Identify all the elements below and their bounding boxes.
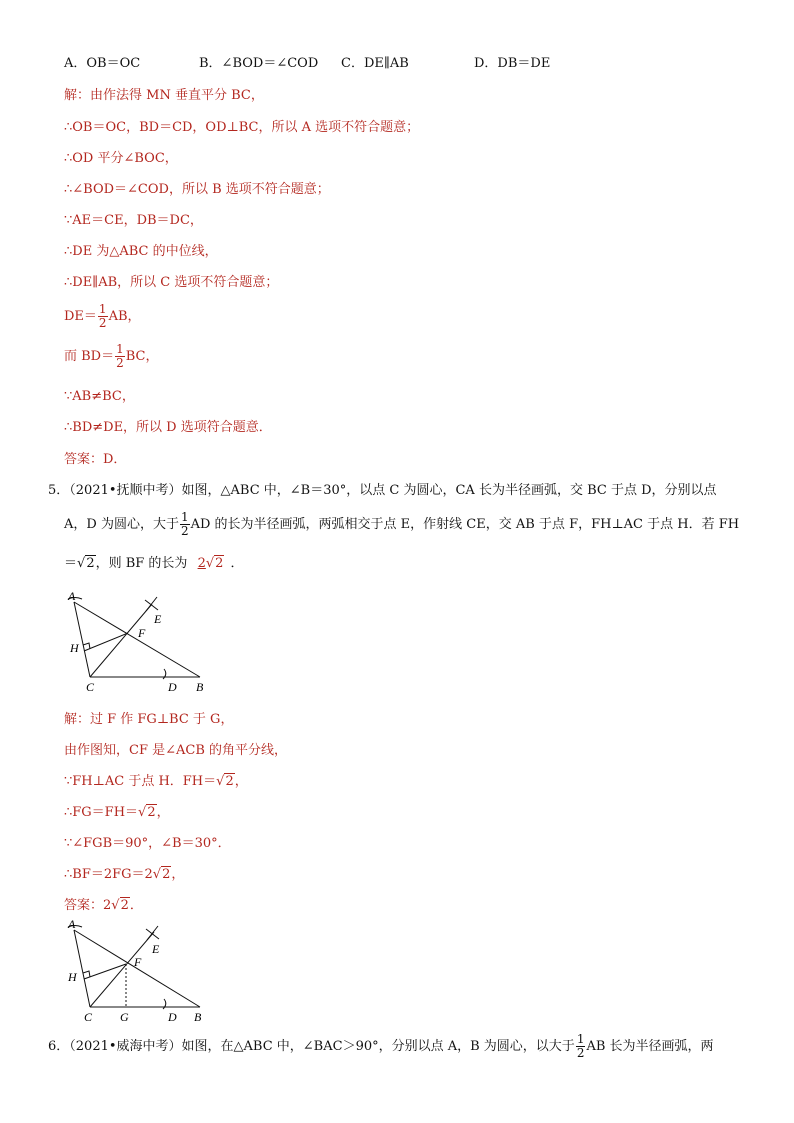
label-f: F: [134, 955, 142, 969]
label-c: C: [86, 680, 95, 694]
sol5-line-2: 由作图知，CF 是∠ACB 的角平分线，: [64, 743, 288, 758]
label-h: H: [70, 641, 79, 655]
label-b: B: [196, 680, 204, 694]
sol4-line-2: ∴OB＝OC，BD＝CD，OD⊥BC，所以 A 选项不符合题意；: [64, 120, 420, 135]
ray-ce: [90, 604, 152, 677]
sol4-line-8-post: AB，: [108, 309, 141, 324]
sqrt-expression: √2: [77, 556, 95, 571]
sol5-line-6: [64, 866, 184, 884]
q5-line-3-post: ．: [230, 556, 244, 571]
sol5-line-6-post: ，: [171, 867, 185, 882]
fraction-numerator: 1: [98, 302, 107, 316]
sol5-answer-post: ．: [129, 898, 143, 913]
option-a: A．OB＝OC: [64, 56, 141, 71]
sol5-line-3: [64, 773, 248, 791]
blank-coef: 2: [197, 556, 206, 571]
q5-line-3-pre: ＝: [64, 556, 78, 571]
segment-ac: [74, 602, 90, 677]
q5-line-1: 5．（2021•抚顺中考）如图，△ABC 中，∠B＝30°，以点 C 为圆心，CA 长为半径画弧，交 BC 于点 D，分别以点: [48, 483, 717, 498]
label-h: H: [68, 970, 77, 984]
sol5-line-1: 解：过 F 作 FG⊥BC 于 G，: [64, 712, 234, 727]
sol5-line-5: ∵∠FGB＝90°，∠B＝30°．: [64, 836, 231, 851]
fraction-denominator: 2: [576, 1046, 585, 1060]
label-d: D: [168, 1010, 177, 1024]
radicand: 2: [162, 867, 171, 882]
fraction-denominator: 2: [180, 524, 189, 538]
ray-ce: [90, 932, 154, 1007]
sol4-answer: 答案：D．: [64, 452, 127, 467]
sqrt-expression: √2: [152, 867, 171, 882]
sol4-line-6: ∴DE 为△ABC 的中位线，: [64, 244, 218, 259]
answer-blank: [192, 556, 231, 571]
sol4-line-9-post: BC，: [125, 349, 159, 364]
arc-e: [146, 926, 159, 940]
label-d: D: [168, 680, 177, 694]
fraction-half: [180, 511, 190, 538]
sqrt-expression: √2: [205, 556, 224, 571]
sol4-line-10: ∵AB≠BC，: [64, 389, 135, 404]
sqrt-expression: √2: [111, 898, 129, 913]
fraction-half: [115, 343, 125, 370]
sqrt-expression: √2: [138, 805, 156, 820]
sol4-line-3: ∴OD 平分∠BOC，: [64, 151, 178, 166]
radicand: 2: [215, 556, 224, 571]
radicand: 2: [120, 898, 129, 913]
label-a: A: [68, 590, 76, 603]
sol4-line-5: ∵AE＝CE，DB＝DC，: [64, 213, 203, 228]
sol5-line-4-post: ，: [156, 805, 170, 820]
sol4-line-9-pre: 而 BD＝: [64, 349, 115, 364]
segment-fh: [84, 633, 128, 651]
sol4-line-9: [64, 342, 159, 372]
q6-line-1-post: AB 长为半径画弧，两: [586, 1039, 714, 1054]
radicand: 2: [147, 805, 156, 820]
fraction-numerator: 1: [576, 1032, 585, 1046]
label-c: C: [84, 1010, 93, 1024]
sol4-line-4: ∴∠BOD＝∠COD，所以 B 选项不符合题意；: [64, 182, 330, 197]
sol5-answer-pre: 答案：2: [64, 898, 112, 913]
fraction-numerator: 1: [180, 510, 189, 524]
sol4-line-8-pre: DE＝: [64, 309, 97, 324]
q5-line-2-pre: A，D 为圆心，大于: [64, 517, 179, 532]
figure-triangle-2: [60, 918, 220, 1028]
label-a: A: [68, 918, 76, 931]
radicand: 2: [225, 774, 234, 789]
label-f: F: [138, 626, 146, 640]
label-b: B: [194, 1010, 202, 1024]
label-g: G: [120, 1010, 129, 1024]
q6-line-1-pre: 6．（2021•威海中考）如图，在△ABC 中，∠BAC＞90°，分别以点 A，B 为圆心，以大于: [48, 1039, 575, 1054]
segment-ac: [74, 930, 90, 1007]
q5-line-3-mid: ，则 BF 的长为: [95, 556, 188, 571]
sol5-answer: [64, 897, 143, 915]
fraction-denominator: 2: [98, 316, 107, 330]
sol4-line-8: [64, 302, 141, 332]
sol4-line-7: ∴DE∥AB，所以 C 选项不符合题意；: [64, 275, 279, 290]
option-c: C．DE∥AB: [341, 56, 409, 71]
fraction-half: [576, 1033, 586, 1060]
fraction-denominator: 2: [116, 356, 124, 370]
option-d: D．DB＝DE: [474, 56, 551, 71]
radicand: 2: [86, 556, 95, 571]
label-e: E: [152, 942, 160, 956]
arc-e: [145, 597, 158, 611]
sol5-line-3-pre: ∵FH⊥AC 于点 H．FH＝: [64, 774, 217, 789]
label-e: E: [154, 612, 162, 626]
q5-line-2: [64, 510, 739, 540]
q5-line-2-post: AD 的长为半径画弧，两弧相交于点 E，作射线 CE，交 AB 于点 F，FH⊥AC 于点 H．若 FH: [190, 517, 740, 532]
q6-line-1: [48, 1032, 714, 1062]
sol5-line-4: [64, 804, 170, 822]
sqrt-expression: √2: [216, 774, 234, 789]
figure-triangle-1: [60, 590, 220, 700]
segment-ab: [74, 602, 200, 677]
q5-line-3: [64, 555, 243, 573]
sol5-line-6-pre: ∴BF＝2FG＝2: [64, 867, 153, 882]
sol5-line-4-pre: ∴FG＝FH＝: [64, 805, 139, 820]
fraction-numerator: 1: [116, 342, 124, 356]
fraction-half: [98, 303, 108, 330]
sol5-line-3-post: ，: [234, 774, 248, 789]
option-b: B．∠BOD＝∠COD: [199, 56, 319, 71]
sol4-line-1: 解：由作法得 MN 垂直平分 BC，: [64, 88, 264, 103]
sol4-line-11: ∴BD≠DE，所以 D 选项符合题意．: [64, 420, 272, 435]
